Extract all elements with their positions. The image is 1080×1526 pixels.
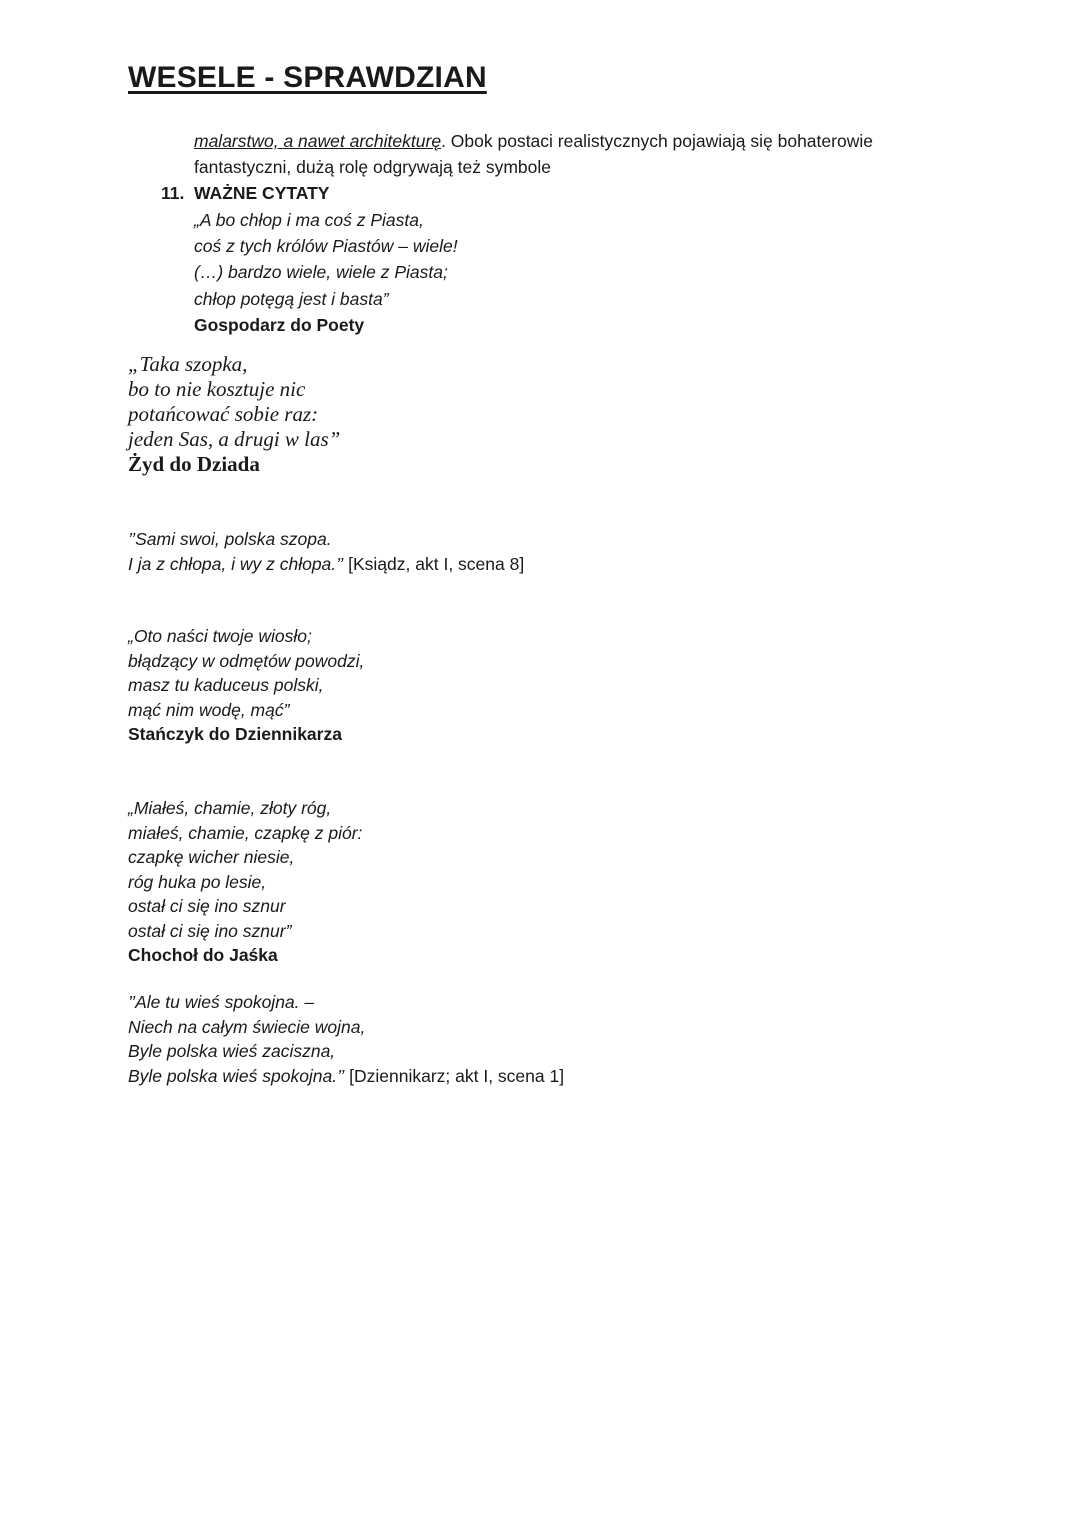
quote-line: I ja z chłopa, i wy z chłopa.’’ — [128, 553, 344, 574]
quote-line: chłop potęgą jest i basta” — [194, 288, 389, 309]
quote-line: mąć nim wodę, mąć” — [128, 699, 290, 720]
intro-paragraph — [194, 128, 954, 180]
quote-line: Byle polska wieś spokojna.’’ — [128, 1065, 345, 1086]
quote-line: ostał ci się ino sznur — [128, 896, 286, 916]
section-number: 11. — [161, 183, 185, 203]
quote-line-with-reference — [128, 1064, 564, 1089]
intro-underlined-text: malarstwo, a nawet architekturę — [194, 131, 442, 151]
quote-line: ostał ci się ino sznur” — [128, 920, 292, 941]
intro-text: . Obok postaci realistycznych pojawiają się bohaterowie — [441, 131, 873, 151]
section-title: WAŻNE CYTATY — [194, 183, 330, 203]
quote-block — [128, 624, 364, 747]
quote-block — [128, 990, 564, 1088]
quote-block — [128, 796, 362, 968]
quote-block — [128, 352, 340, 477]
quote-line: miałeś, chamie, czapkę z piór: — [128, 822, 363, 843]
quote-line: „A bo chłop i ma coś z Piasta, — [194, 210, 424, 230]
quote-line: czapkę wicher niesie, — [128, 847, 295, 867]
quote-line: ’’Ale tu wieś spokojna. – — [128, 992, 315, 1012]
quote-line: błądzący w odmętów powodzi, — [128, 650, 365, 671]
quote-line: Byle polska wieś zaciszna, — [128, 1041, 336, 1061]
quote-line: Niech na całym świecie wojna, — [128, 1016, 366, 1037]
quote-line: (…) bardzo wiele, wiele z Piasta; — [194, 262, 448, 283]
quote-reference: [Dziennikarz; akt I, scena 1] — [344, 1065, 565, 1086]
quote-attribution: Gospodarz do Poety — [194, 314, 365, 335]
quote-line: ’’Sami swoi, polska szopa. — [128, 529, 332, 549]
quote-line: róg huka po lesie, — [128, 871, 267, 892]
quote-block — [128, 527, 524, 576]
quote-line: „Miałeś, chamie, złoty róg, — [128, 798, 332, 818]
quote-line-with-reference — [128, 552, 524, 577]
quote-line: masz tu kaduceus polski, — [128, 675, 324, 695]
quote-line: „Oto naści twoje wiosło; — [128, 626, 312, 646]
quote-line: jeden Sas, a drugi w las” — [128, 427, 341, 451]
page-title: WESELE - SPRAWDZIAN — [128, 61, 487, 94]
quote-attribution: Żyd do Dziada — [128, 452, 260, 476]
quote-block — [194, 207, 458, 338]
quote-attribution: Stańczyk do Dziennikarza — [128, 724, 342, 744]
quote-line: „Taka szopka, — [128, 352, 248, 376]
quote-reference: [Ksiądz, akt I, scena 8] — [343, 553, 525, 574]
quote-line: potańcować sobie raz: — [128, 402, 319, 426]
quote-attribution: Chochoł do Jaśka — [128, 945, 278, 965]
intro-text-line2: fantastyczni, dużą rolę odgrywają też symbole — [194, 157, 551, 177]
quote-line: bo to nie kosztuje nic — [128, 377, 306, 401]
quote-line: coś z tych królów Piastów – wiele! — [194, 236, 458, 257]
